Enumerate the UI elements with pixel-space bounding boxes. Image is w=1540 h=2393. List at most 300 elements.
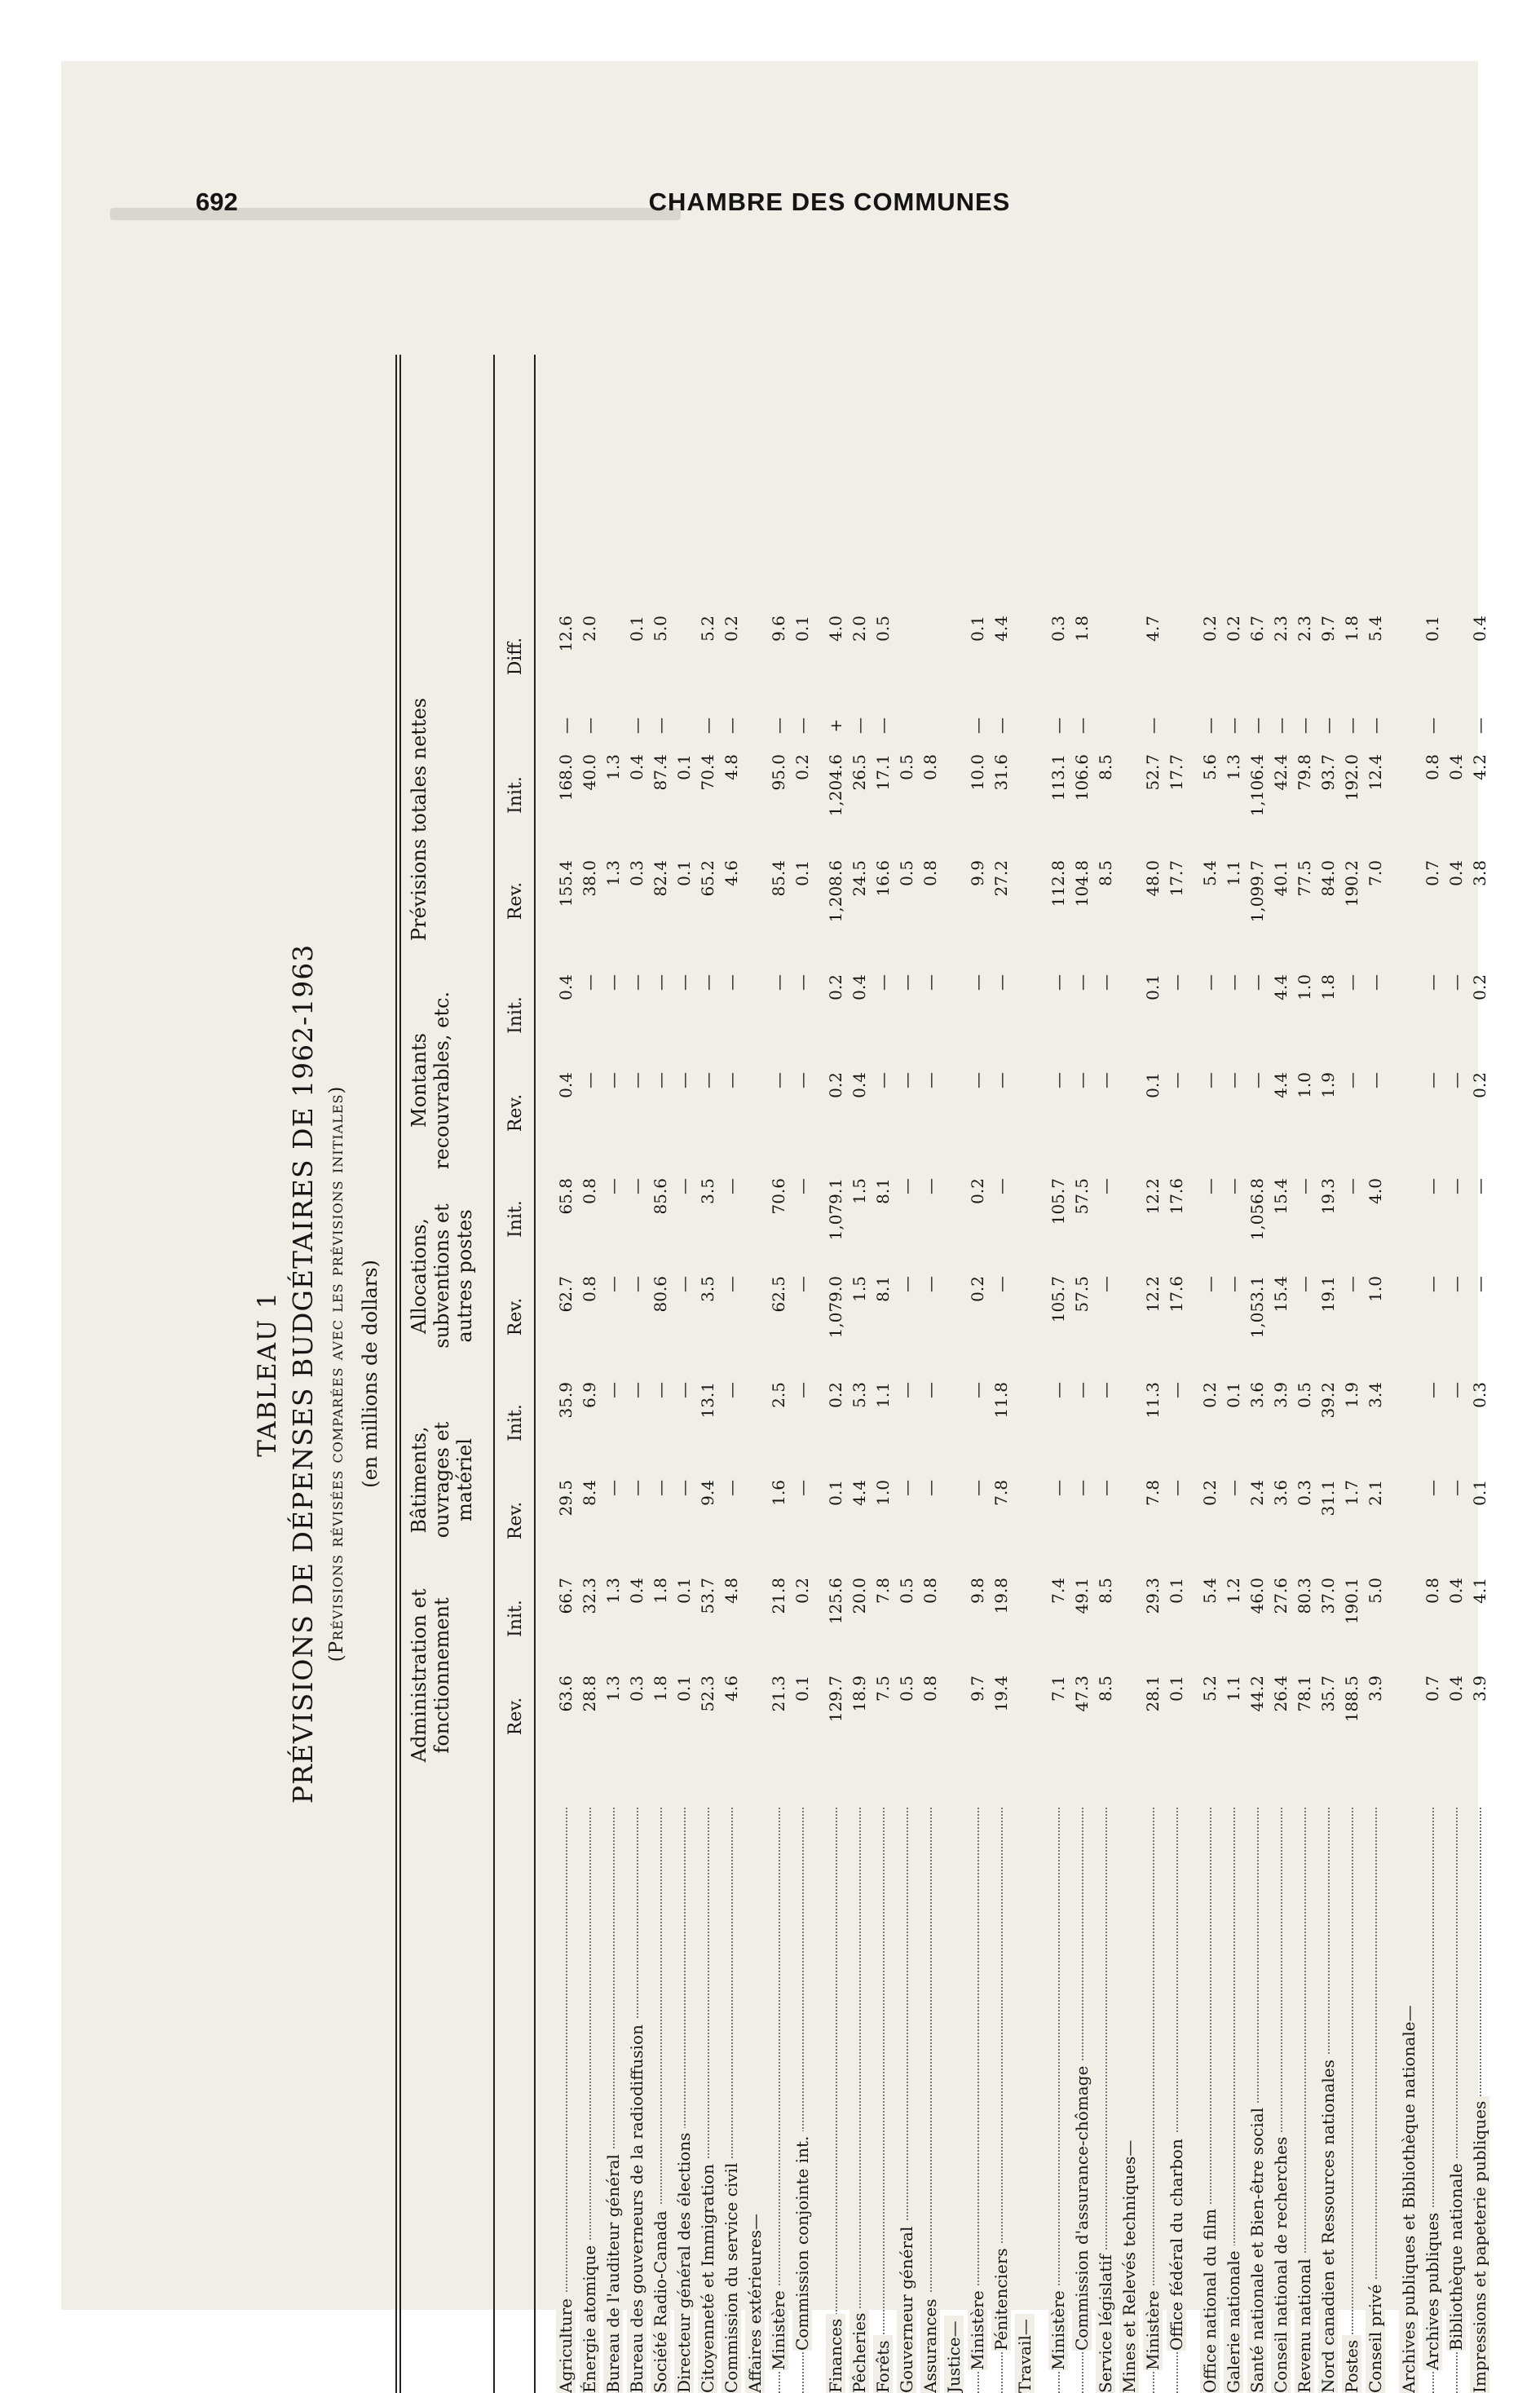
table-cell: 9.9 — [968, 860, 987, 886]
table-cell: — — [1167, 1480, 1186, 1496]
table-cell: — — [1446, 1276, 1466, 1292]
table-row — [602, 355, 625, 2393]
column-header-init: Init. — [505, 1200, 526, 1238]
row-label — [744, 1808, 767, 2393]
table-cell: 15.4 — [1271, 1276, 1291, 1313]
column-header-rev: Rev. — [505, 1093, 526, 1132]
row-spacer — [1388, 355, 1397, 2393]
row-label — [1364, 1808, 1388, 2393]
row-label-text: Pêcheries — [849, 2308, 869, 2393]
table-cell: — — [897, 974, 916, 991]
group-header-totals: Prévisions totales nettes — [408, 697, 430, 942]
table-cell: 1,099.7 — [1247, 860, 1267, 923]
table-cell: 7.1 — [1048, 1676, 1068, 1702]
table-cell: 8.5 — [1096, 1578, 1115, 1604]
table-cell: — — [1247, 1072, 1267, 1088]
table-cell: 0.8 — [1423, 754, 1442, 780]
table-cell: — — [920, 1276, 940, 1292]
table-cell: — — [920, 1480, 940, 1496]
table-cell: 66.7 — [556, 1578, 576, 1614]
table-cell: 1,204.6 — [826, 754, 845, 817]
row-label-text: Office fédéral du charbon — [1167, 2134, 1186, 2351]
table-cell: 84.0 — [1318, 860, 1338, 897]
table-cell: — — [674, 974, 694, 991]
table-row — [1421, 355, 1445, 2393]
row-label-text: Directeur général des élections — [674, 2128, 694, 2393]
table-cell: — — [991, 1072, 1011, 1088]
column-header-init: Init. — [505, 1404, 526, 1442]
table-cell: 5.4 — [1200, 860, 1220, 886]
table-cell: 0.2 — [1200, 1480, 1220, 1506]
table-cell: 0.2 — [792, 1578, 812, 1604]
table-row — [1246, 355, 1269, 2393]
table-cell: 1,053.1 — [1247, 1276, 1267, 1339]
table-cell: 52.3 — [698, 1676, 717, 1712]
table-cell: 105.7 — [1048, 1276, 1068, 1323]
table-cell: — — [1167, 974, 1186, 991]
table-cell: 0.2 — [968, 1276, 987, 1302]
table-cell: 5.0 — [1366, 1578, 1385, 1604]
table-cell: 1.0 — [873, 1480, 893, 1506]
table-cell: 1,106.4 — [1247, 754, 1267, 817]
table-cell: 1.0 — [1295, 974, 1314, 1000]
table-row — [1165, 355, 1189, 2393]
table-cell: — — [1342, 974, 1361, 991]
column-header-rev: Rev. — [505, 1297, 526, 1336]
group-header-recoverable: Montants recouvrables, etc. — [408, 991, 453, 1170]
table-cell: — — [1423, 1072, 1442, 1088]
table-cell: 4.4 — [849, 1480, 869, 1506]
table-cell: — — [769, 974, 788, 991]
table-cell: 0.1 — [968, 616, 987, 642]
table-cell: 4.4 — [1271, 1072, 1291, 1098]
table-cell: 0.2 — [826, 974, 845, 1000]
table-cell: — — [1048, 1072, 1068, 1088]
table-cell: 0.1 — [1224, 1382, 1243, 1408]
top-rule-double — [399, 355, 401, 2393]
table-row — [1013, 355, 1037, 2393]
table-row — [720, 355, 744, 2393]
table-cell: 0.1 — [1167, 1578, 1186, 1604]
table-cell: 0.2 — [1470, 974, 1489, 1000]
table-cell: 1.8 — [1342, 616, 1361, 642]
column-header-rev: Rev. — [505, 1697, 526, 1736]
table-cell: 19.1 — [1318, 1276, 1338, 1313]
table-cell: 0.1 — [674, 754, 694, 780]
table-cell: 2.0 — [849, 616, 869, 642]
table-cell: — — [1423, 1382, 1442, 1398]
table-cell: 39.2 — [1318, 1382, 1338, 1419]
row-label-text: Ministère — [968, 2285, 987, 2370]
row-label — [848, 1808, 871, 2393]
diff-sign: — — [1143, 717, 1163, 734]
row-label-text: Santé nationale et Bien-être social — [1247, 2103, 1267, 2393]
table-cell: 48.0 — [1143, 860, 1163, 897]
table-cell: 40.1 — [1271, 860, 1291, 897]
table-cell: — — [1200, 974, 1220, 991]
diff-sign: — — [1423, 717, 1442, 734]
group-header-admin: Administration et fonctionnement — [408, 1588, 453, 1763]
row-label-text: Ministère — [1143, 2285, 1163, 2370]
table-cell: 4.1 — [1470, 1578, 1489, 1604]
diff-sign: — — [1318, 717, 1338, 734]
table-cell: — — [1423, 974, 1442, 991]
table-cell: 4.4 — [1271, 974, 1291, 1000]
table-cell: — — [792, 1276, 812, 1292]
table-row — [1317, 355, 1340, 2393]
row-spacer — [1037, 355, 1047, 2393]
table-cell: 0.8 — [920, 860, 940, 886]
table-cell: — — [603, 1072, 623, 1088]
diff-sign: — — [849, 717, 869, 734]
table-cell: 168.0 — [556, 754, 576, 801]
row-label-text: Mines et Relevés techniques— — [1119, 2135, 1139, 2393]
diff-sign: — — [580, 717, 599, 734]
table-cell: — — [769, 1072, 788, 1088]
table-cell: 19.8 — [991, 1578, 1011, 1614]
leader-dots — [836, 1808, 837, 2393]
table-cell: 37.0 — [1318, 1578, 1338, 1614]
table-cell: — — [651, 1480, 670, 1496]
table-cell: — — [897, 1276, 916, 1292]
table-cell: — — [1423, 1178, 1442, 1194]
table-cell: — — [1366, 1072, 1385, 1088]
table-cell: 21.3 — [769, 1676, 788, 1712]
row-label — [919, 1808, 942, 2393]
table-cell: 28.8 — [580, 1676, 599, 1712]
table-cell: — — [674, 1480, 694, 1496]
table-cell: — — [1224, 1276, 1243, 1292]
row-label — [673, 1808, 696, 2393]
table-cell: 0.3 — [627, 1676, 646, 1702]
row-label — [1141, 1808, 1165, 2393]
table-cell: — — [651, 1072, 670, 1088]
table-cell: 1.0 — [1366, 1276, 1385, 1302]
table-cell: 0.4 — [1446, 860, 1466, 886]
row-label-text: Travail— — [1015, 2314, 1035, 2393]
table-cell: 12.6 — [556, 616, 576, 652]
table-cell: 1.3 — [603, 1578, 623, 1604]
table-cell: — — [968, 1382, 987, 1398]
table-cell: 29.3 — [1143, 1578, 1163, 1614]
table-cell: — — [603, 1382, 623, 1398]
column-header-rev: Rev. — [505, 881, 526, 921]
table-cell: 18.9 — [849, 1676, 869, 1712]
table-cell: 1.2 — [1224, 1578, 1243, 1604]
table-cell: 8.5 — [1096, 754, 1115, 780]
row-label-text: Affaires extérieures— — [745, 2209, 765, 2393]
table-row — [696, 355, 720, 2393]
table-row — [1340, 355, 1364, 2393]
table-cell: — — [698, 1072, 717, 1088]
table-cell: — — [792, 974, 812, 991]
table-caption: (Prévisions révisées comparées avec les prévisions initiales) — [326, 1085, 347, 1662]
table-cell: 26.5 — [849, 754, 869, 791]
table-cell: 53.7 — [698, 1578, 717, 1614]
table-row — [1293, 355, 1317, 2393]
row-label-text: Ministère — [1048, 2285, 1068, 2370]
table-cell: 8.5 — [1096, 1676, 1115, 1702]
table-cell: 70.4 — [698, 754, 717, 791]
table-cell: — — [897, 1382, 916, 1398]
table-cell: 49.1 — [1072, 1578, 1092, 1614]
row-label-text: Galerie nationale — [1224, 2245, 1243, 2393]
table-cell: 82.4 — [651, 860, 670, 897]
table-cell: 2.3 — [1295, 616, 1314, 642]
table-cell: — — [1446, 1178, 1466, 1194]
table-row — [942, 355, 966, 2393]
table-cell: 106.6 — [1072, 754, 1092, 801]
column-header-diff: Diff. — [505, 637, 526, 676]
table-cell: 62.5 — [769, 1276, 788, 1313]
table-cell: — — [651, 974, 670, 991]
table-cell: — — [580, 974, 599, 991]
table-cell: 12.2 — [1143, 1178, 1163, 1215]
table-cell: — — [1096, 1178, 1115, 1194]
row-label-text: Agriculture — [556, 2294, 576, 2393]
table-cell: 7.8 — [991, 1480, 1011, 1506]
diff-sign: — — [698, 717, 717, 734]
table-row — [871, 355, 895, 2393]
table-cell: 1.3 — [603, 1676, 623, 1702]
table-cell: 17.7 — [1167, 754, 1186, 791]
table-cell: 0.2 — [1224, 616, 1243, 642]
table-cell: 8.1 — [873, 1276, 893, 1302]
table-cell: 4.8 — [721, 1578, 741, 1604]
table-cell: 52.7 — [1143, 754, 1163, 791]
row-label — [1070, 1808, 1094, 2393]
row-label-text: Conseil privé — [1366, 2280, 1385, 2393]
table-cell: 24.5 — [849, 860, 869, 897]
row-label — [1317, 1808, 1340, 2393]
table-cell: 0.5 — [897, 860, 916, 886]
table-cell: 0.1 — [674, 1676, 694, 1702]
table-row — [767, 355, 791, 2393]
table-cell: 0.5 — [873, 616, 893, 642]
table-cell: — — [792, 1480, 812, 1496]
table-cell: — — [603, 1480, 623, 1496]
row-spacer — [814, 355, 824, 2393]
table-cell: — — [721, 1178, 741, 1194]
table-cell: 0.5 — [897, 754, 916, 780]
table-cell: 0.2 — [792, 754, 812, 780]
table-cell: 0.4 — [1446, 1578, 1466, 1604]
table-cell: — — [674, 1276, 694, 1292]
table-cell: 0.2 — [826, 1072, 845, 1098]
table-cell: — — [873, 1072, 893, 1088]
row-label-text: Archives publiques et Bibliothèque nationale— — [1399, 2000, 1419, 2393]
row-label-text: Ministère — [769, 2285, 788, 2370]
table-cell: 1.8 — [1072, 616, 1092, 642]
row-label — [1269, 1808, 1293, 2393]
table-cell: — — [1048, 1480, 1068, 1496]
table-cell: — — [721, 1480, 741, 1496]
row-label — [720, 1808, 744, 2393]
row-label-text: Finances — [826, 2314, 845, 2393]
table-cell: 0.1 — [1143, 1072, 1163, 1098]
table-cell: 104.8 — [1072, 860, 1092, 907]
table-cell: 27.6 — [1271, 1578, 1291, 1614]
row-label — [966, 1808, 990, 2393]
row-label-text: Service législatif — [1096, 2250, 1115, 2393]
row-label-text: Postes — [1342, 2335, 1361, 2393]
table-cell: 15.4 — [1271, 1178, 1291, 1215]
diff-sign: — — [651, 717, 670, 734]
table-cell: — — [1072, 1072, 1092, 1088]
table-cell: 190.2 — [1342, 860, 1361, 907]
table-cell: 0.4 — [556, 1072, 576, 1098]
row-label-text: Commission conjointe int. — [792, 2131, 812, 2351]
table-cell: — — [1247, 974, 1267, 991]
table-cell: 3.5 — [698, 1276, 717, 1302]
table-cell: 0.4 — [1470, 616, 1489, 642]
table-cell: 0.4 — [627, 1578, 646, 1604]
table-cell: 1.8 — [651, 1578, 670, 1604]
table-cell: 17.6 — [1167, 1276, 1186, 1313]
table-cell: 7.5 — [873, 1676, 893, 1702]
table-row — [554, 355, 578, 2393]
row-label — [1198, 1808, 1222, 2393]
row-label — [1094, 1808, 1118, 2393]
table-cell: — — [627, 1480, 646, 1496]
diff-sign: — — [1366, 717, 1385, 734]
table-cell: — — [968, 1480, 987, 1496]
row-label — [1118, 1808, 1141, 2393]
table-cell: 0.1 — [792, 860, 812, 886]
table-cell: 85.6 — [651, 1178, 670, 1215]
table-cell: 17.6 — [1167, 1178, 1186, 1215]
table-cell: — — [1446, 1480, 1466, 1496]
table-cell: — — [1446, 1072, 1466, 1088]
table-row — [1445, 355, 1468, 2393]
table-cell: — — [1096, 1072, 1115, 1088]
table-cell: 78.1 — [1295, 1676, 1314, 1712]
table-cell: — — [1096, 1480, 1115, 1496]
table-cell: 0.3 — [1470, 1382, 1489, 1408]
table-cell: 5.2 — [698, 616, 717, 642]
table-cell: 1.0 — [1295, 1072, 1314, 1098]
table-cell: — — [920, 1072, 940, 1088]
table-cell: 0.2 — [721, 616, 741, 642]
diff-sign: — — [1295, 717, 1314, 734]
table-cell: 1.1 — [1224, 860, 1243, 886]
table-row — [1198, 355, 1222, 2393]
table-cell: 155.4 — [556, 860, 576, 907]
table-cell: 0.1 — [792, 1676, 812, 1702]
row-label — [554, 1808, 578, 2393]
table-cell: — — [603, 974, 623, 991]
table-cell: 13.1 — [698, 1382, 717, 1419]
table-cell: 0.2 — [968, 1178, 987, 1204]
diff-sign: — — [1470, 717, 1489, 734]
table-cell: 16.6 — [873, 860, 893, 897]
table-cell: — — [721, 1382, 741, 1398]
row-label-text: Assurances — [920, 2294, 940, 2393]
running-title: CHAMBRE DES COMMUNES — [648, 188, 1011, 216]
table-cell: 105.7 — [1048, 1178, 1068, 1225]
leader-dots — [883, 1808, 885, 2393]
row-label-text: Justice— — [944, 2316, 964, 2393]
table-cell: 1.7 — [1342, 1480, 1361, 1506]
table-cell: — — [603, 1178, 623, 1194]
table-cell: — — [1072, 1382, 1092, 1398]
table-cell: 1.1 — [873, 1382, 893, 1408]
table-cell: — — [627, 1276, 646, 1292]
table-cell: 3.9 — [1366, 1676, 1385, 1702]
table-heading — [253, 355, 489, 2393]
table-cell: 5.2 — [1200, 1676, 1220, 1702]
table-label: TABLEAU 1 — [253, 1291, 282, 1457]
table-cell: 0.4 — [556, 974, 576, 1000]
row-label — [767, 1808, 791, 2393]
row-label — [942, 1808, 966, 2393]
scanned-page — [61, 61, 1489, 2393]
diff-sign: — — [1247, 717, 1267, 734]
table-row — [744, 355, 767, 2393]
table-cell: — — [1200, 1072, 1220, 1088]
table-cell: 1.8 — [1318, 974, 1338, 1000]
table-cell: 95.0 — [769, 754, 788, 791]
table-cell: 32.3 — [580, 1578, 599, 1614]
table-cell: — — [1096, 974, 1115, 991]
row-label — [1445, 1808, 1468, 2393]
table-cell: — — [897, 1480, 916, 1496]
table-cell: 188.5 — [1342, 1676, 1361, 1723]
row-label — [1246, 1808, 1269, 2393]
table-cell: 65.8 — [556, 1178, 576, 1215]
table-cell: 5.0 — [651, 616, 670, 642]
table-cell: 5.4 — [1366, 616, 1385, 642]
table-cell: 0.2 — [1200, 1382, 1220, 1408]
table-cell: — — [897, 1072, 916, 1088]
row-label — [602, 1808, 625, 2393]
row-label-text: Société Radio-Canada — [651, 2205, 670, 2393]
row-label — [1340, 1808, 1364, 2393]
table-row — [578, 355, 602, 2393]
table-cell: 57.5 — [1072, 1276, 1092, 1313]
table-cell: 2.0 — [580, 616, 599, 642]
table-cell: 9.7 — [968, 1676, 987, 1702]
table-cell: — — [1295, 1276, 1314, 1292]
table-cell: — — [721, 974, 741, 991]
table-cell: 17.1 — [873, 754, 893, 791]
table-cell: 0.1 — [1143, 974, 1163, 1000]
table-cell: — — [1342, 1072, 1361, 1088]
table-cell: 12.4 — [1366, 754, 1385, 791]
row-label-text: Citoyenneté et Immigration — [698, 2159, 717, 2393]
table-cell: 9.6 — [769, 616, 788, 642]
table-cell: 4.6 — [721, 1676, 741, 1702]
row-label — [1421, 1808, 1445, 2393]
table-cell: 0.7 — [1423, 860, 1442, 886]
table-cell: 1.9 — [1342, 1382, 1361, 1408]
table-cell: — — [991, 974, 1011, 991]
table-cell: — — [792, 1178, 812, 1194]
table-cell: 4.6 — [721, 860, 741, 886]
table-cell: 112.8 — [1048, 860, 1068, 907]
row-label-text: Conseil national de recherches — [1271, 2132, 1291, 2393]
table-row — [895, 355, 919, 2393]
table-unit: (en millions de dollars) — [359, 1260, 382, 1488]
table-row — [1141, 355, 1165, 2393]
table-cell: 0.2 — [1470, 1072, 1489, 1098]
table-cell: 3.6 — [1247, 1382, 1267, 1408]
table-cell: 0.1 — [1167, 1676, 1186, 1702]
table-cell: — — [651, 1382, 670, 1398]
table-row — [990, 355, 1013, 2393]
leader-dots — [859, 1808, 861, 2393]
table-cell: 4.7 — [1143, 616, 1163, 642]
